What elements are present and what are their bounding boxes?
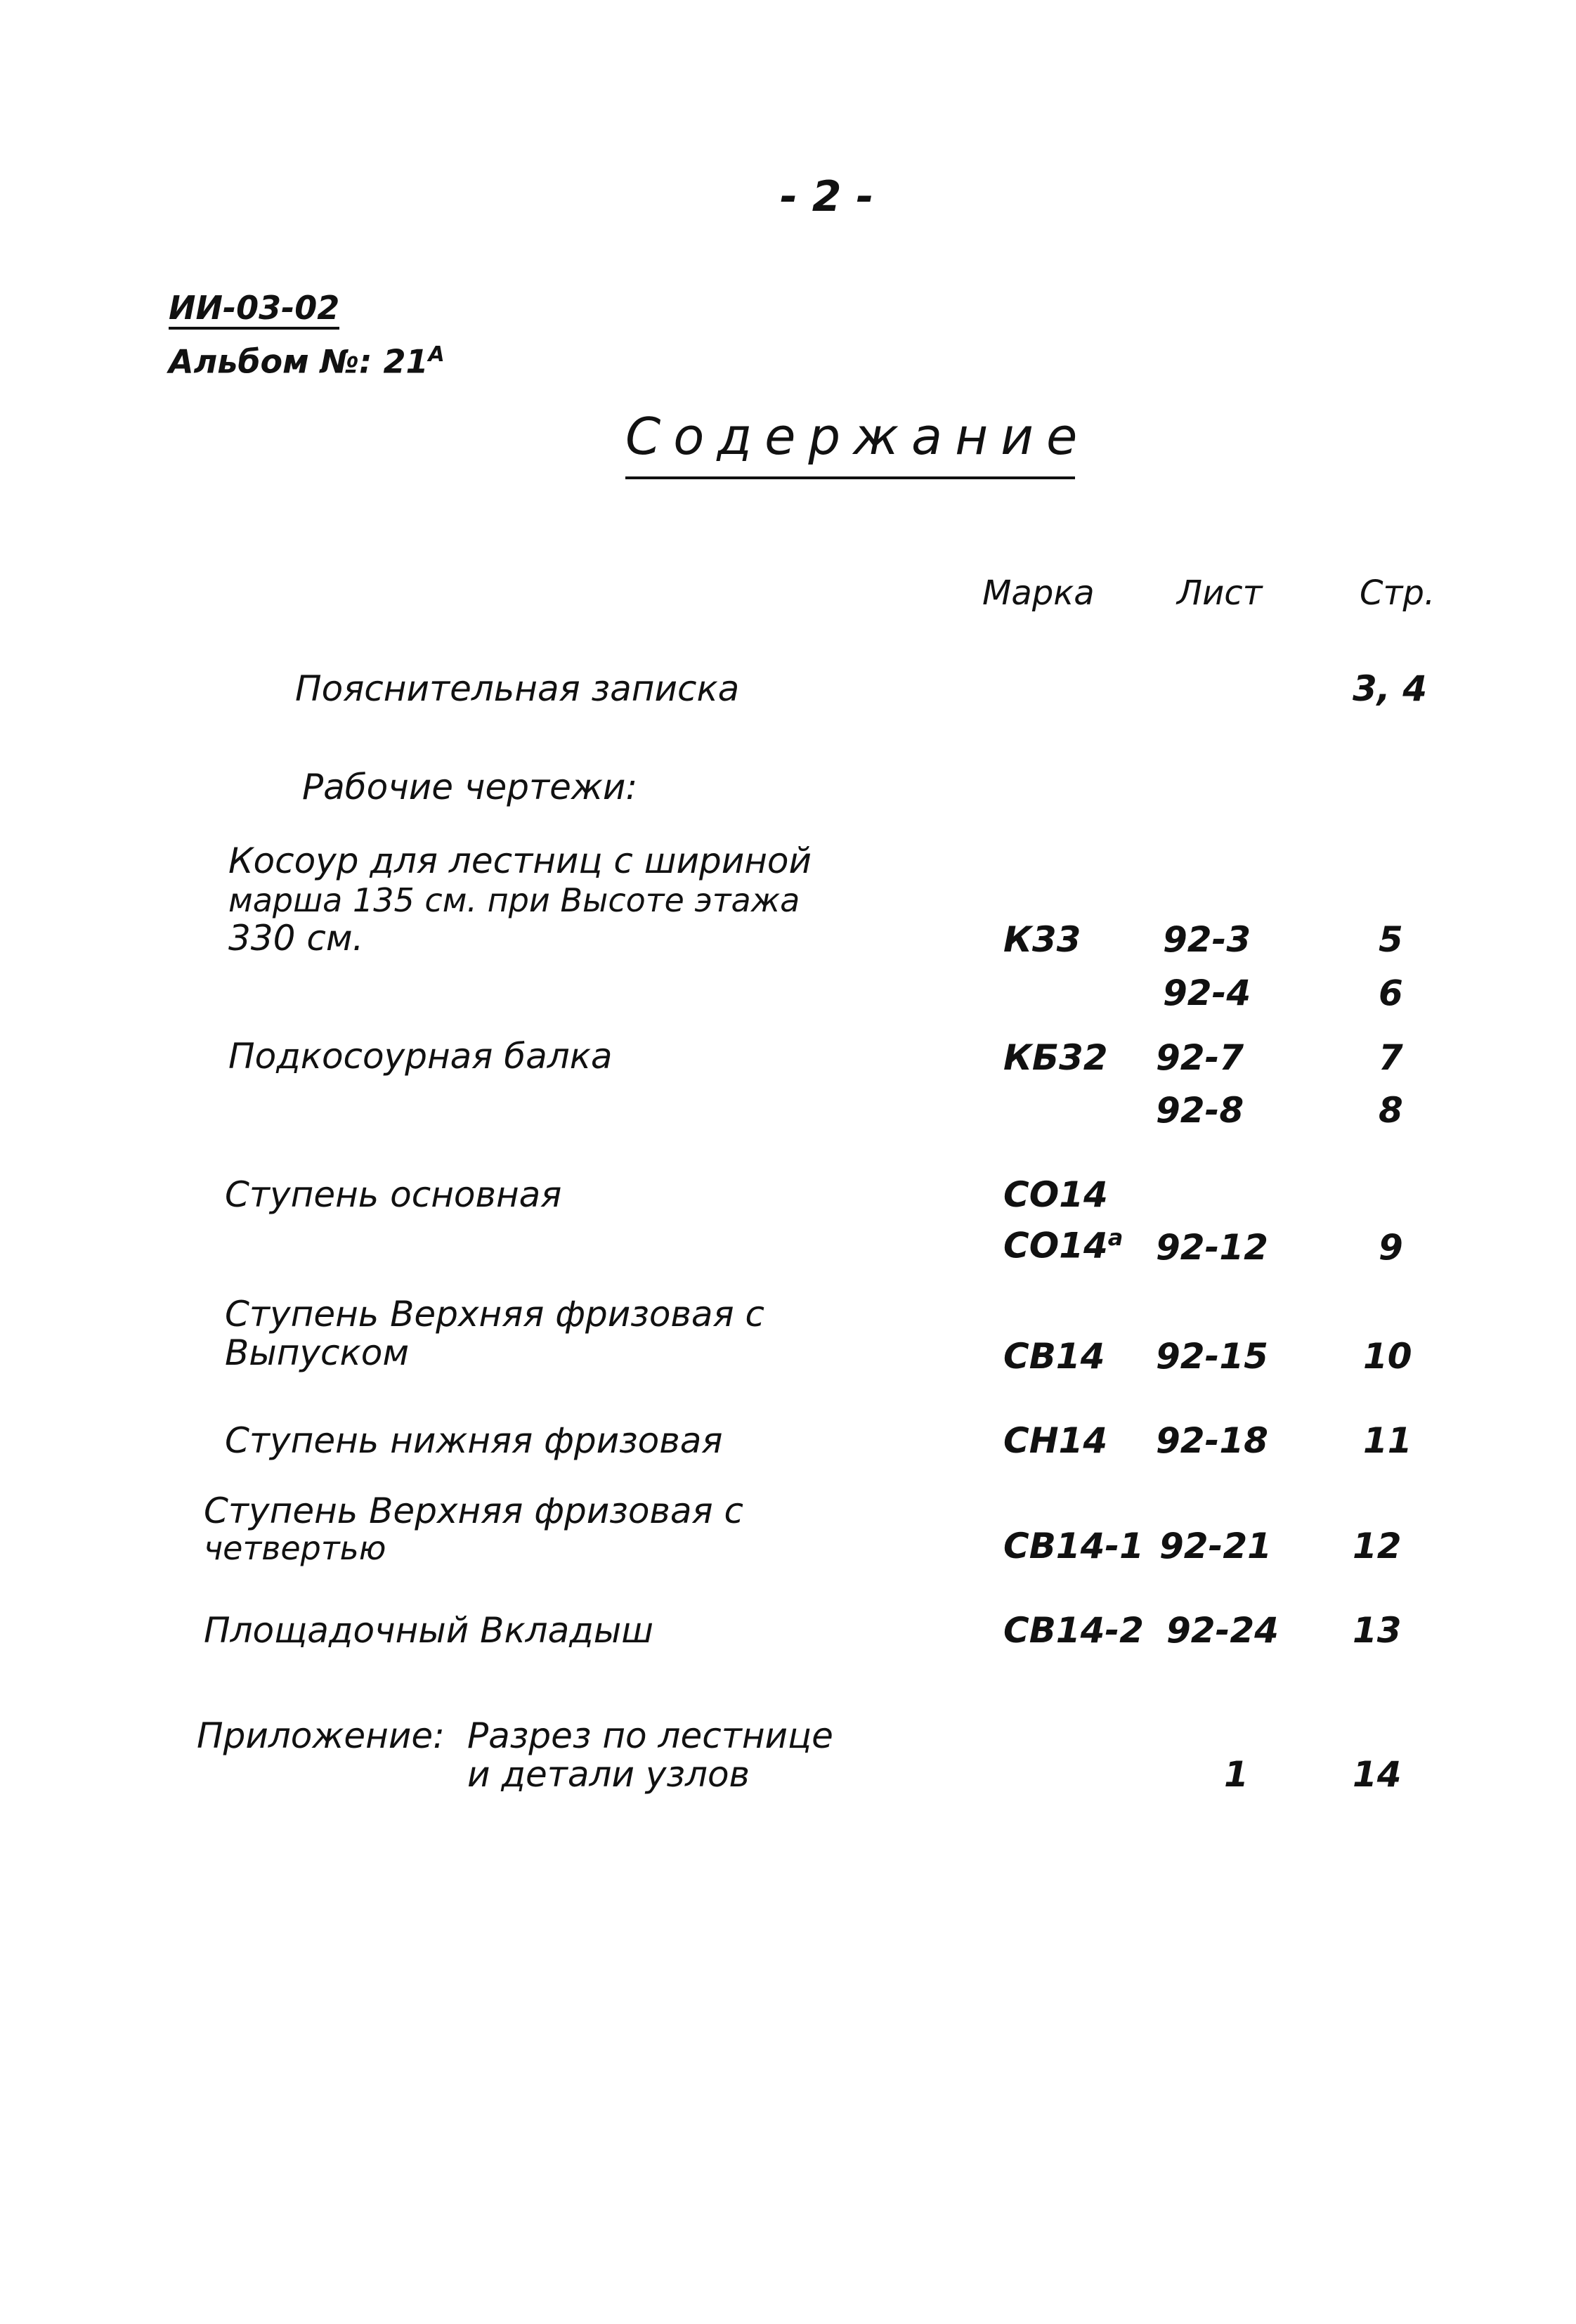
row-mark: СО14: [1003, 1174, 1108, 1215]
explanatory-note-page: 3, 4: [1353, 668, 1427, 709]
row-mark-base: СО14: [1003, 1225, 1108, 1266]
appendix-page: 14: [1353, 1754, 1402, 1795]
album-label: Альбом №: 21: [169, 342, 429, 381]
row-mark: СВ14: [1003, 1336, 1105, 1377]
row-page: 7: [1379, 1037, 1403, 1078]
appendix-sheet: 1: [1224, 1754, 1249, 1795]
row-mark: СВ14-1: [1003, 1526, 1144, 1566]
row-name-line: Ступень основная: [225, 1174, 562, 1215]
column-header-page: Стр.: [1360, 573, 1435, 613]
row-page: 10: [1363, 1336, 1412, 1377]
row-name-line: Выпуском: [225, 1332, 410, 1373]
row-name-line: Ступень Верхняя фризовая с: [204, 1491, 743, 1531]
row-page: 13: [1353, 1610, 1402, 1651]
page-number: - 2 -: [780, 172, 874, 221]
album-suffix: А: [428, 342, 445, 367]
row-mark: [1003, 1226, 1123, 1264]
title-underline: [625, 476, 1075, 479]
row-page: 12: [1353, 1526, 1402, 1566]
series-code: ИИ-03-02: [169, 292, 339, 330]
row-name-line: Ступень нижняя фризовая: [225, 1420, 723, 1461]
appendix-line: Разрез по лестнице: [467, 1715, 833, 1756]
row-sheet: 92-15: [1156, 1336, 1268, 1377]
appendix-label: Приложение:: [197, 1715, 445, 1756]
row-name-line: марша 135 см. при Высоте этажа: [228, 881, 800, 919]
row-name-line: 330 см.: [228, 918, 364, 959]
row-sheet: 92-21: [1159, 1526, 1272, 1566]
row-mark: СН14: [1003, 1420, 1108, 1461]
row-sheet: 92-12: [1156, 1227, 1268, 1268]
row-page: 8: [1379, 1090, 1403, 1131]
row-name-line: Косоур для лестниц с шириной: [228, 840, 812, 881]
appendix-line: и детали узлов: [467, 1754, 750, 1795]
column-header-mark: Марка: [982, 573, 1095, 613]
page-title: Содержание: [625, 407, 1090, 466]
row-name-line: Площадочный Вкладыш: [204, 1610, 654, 1651]
row-sheet: 92-8: [1156, 1090, 1244, 1131]
row-mark: СВ14-2: [1003, 1610, 1144, 1651]
row-name-line: четвертью: [204, 1529, 386, 1567]
row-sheet: 92-18: [1156, 1420, 1268, 1461]
working-drawings-heading: Рабочие чертежи:: [302, 767, 638, 807]
row-mark: К33: [1003, 919, 1081, 960]
album-number: [169, 342, 445, 381]
row-page: 6: [1379, 973, 1403, 1013]
explanatory-note-name: Пояснительная записка: [295, 668, 740, 709]
row-sheet: 92-4: [1163, 973, 1251, 1013]
row-mark: КБ32: [1003, 1037, 1108, 1078]
row-name-line: Ступень Верхняя фризовая с: [225, 1294, 764, 1335]
column-header-sheet: Лист: [1177, 573, 1263, 613]
row-page: 5: [1379, 919, 1403, 960]
row-name-line: Подкосоурная балка: [228, 1036, 613, 1077]
row-page: 9: [1379, 1227, 1403, 1268]
row-sheet: 92-7: [1156, 1037, 1244, 1078]
row-sheet: 92-3: [1163, 919, 1251, 960]
row-page: 11: [1363, 1420, 1412, 1461]
row-sheet: 92-24: [1166, 1610, 1279, 1651]
row-mark-suffix: а: [1107, 1224, 1124, 1251]
